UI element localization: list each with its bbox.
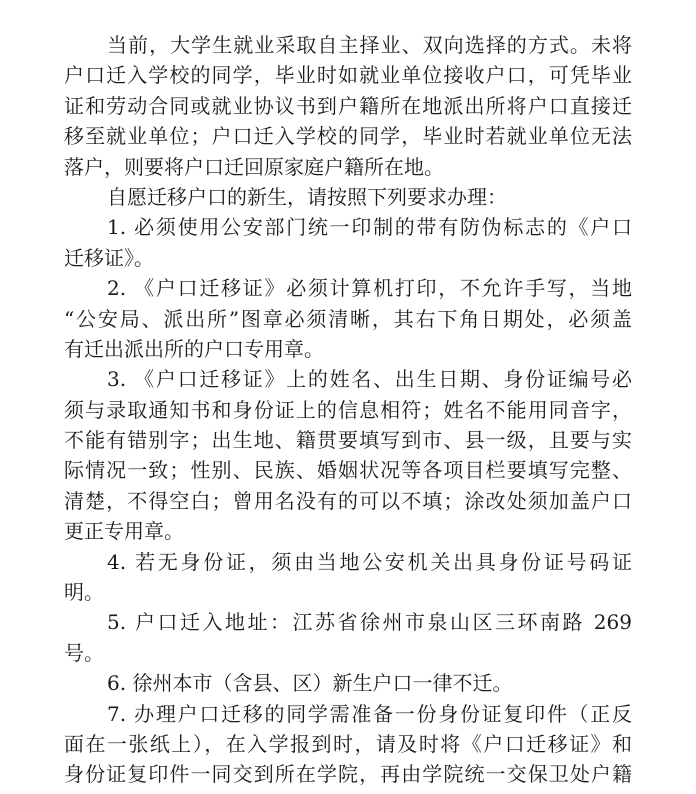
text-line: 移至就业单位；户口迁入学校的同学，毕业时若就业单位无法 [64, 124, 632, 149]
paragraph [64, 182, 632, 212]
text-line: 2. 《户口迁移证》必须计算机打印，不允许手写，当地 [107, 276, 632, 301]
text-line: 面在一张纸上），在入学报到时，请及时将《户口迁移证》和 [64, 731, 632, 756]
text-line: 清楚，不得空白；曾用名没有的可以不填；涂改处须加盖户口 [64, 488, 632, 513]
paragraph [64, 273, 632, 364]
paragraph [64, 212, 632, 273]
text-line: 6. 徐州本市（含县、区）新生户口一律不迁。 [107, 671, 513, 696]
text-line: 落户，则要将户口迁回原家庭户籍所在地。 [64, 154, 444, 179]
paragraph [64, 699, 632, 790]
text-line: 自愿迁移户口的新生，请按照下列要求办理： [107, 184, 507, 209]
text-line: 户口迁入学校的同学，毕业时如就业单位接收户口，可凭毕业 [64, 63, 632, 88]
text-line: 更正专用章。 [64, 519, 184, 544]
text-line: 5. 户口迁入地址：江苏省徐州市泉山区三环南路 269 [107, 610, 632, 635]
text-line: 迁移证》。 [64, 245, 154, 270]
text-line: 号。 [64, 640, 104, 665]
paragraph [64, 30, 632, 182]
text-line: 明。 [64, 580, 104, 605]
document-body [64, 30, 632, 790]
text-line: 1. 必须使用公安部门统一印制的带有防伪标志的《户口 [107, 215, 632, 240]
text-line: 7. 办理户口迁移的同学需准备一份身份证复印件（正反 [107, 701, 632, 726]
paragraph [64, 547, 632, 608]
text-line: 当前，大学生就业采取自主择业、双向选择的方式。未将 [107, 33, 632, 57]
text-line: “公安局、派出所”图章必须清晰，其右下角日期处，必须盖 [64, 306, 632, 331]
paragraph [64, 668, 632, 698]
text-line: 身份证复印件一同交到所在学院，再由学院统一交保卫处户籍 [64, 762, 632, 787]
text-line: 不能有错别字；出生地、籍贯要填写到市、县一级，且要与实 [64, 428, 632, 453]
paragraph [64, 607, 632, 668]
text-line: 际情况一致；性别、民族、婚姻状况等各项目栏要填写完整、 [64, 458, 632, 483]
text-line: 须与录取通知书和身份证上的信息相符；姓名不能用同音字， [64, 397, 632, 422]
text-line: 3. 《户口迁移证》上的姓名、出生日期、身份证编号必 [107, 367, 632, 392]
text-line: 证和劳动合同或就业协议书到户籍所在地派出所将户口直接迁 [64, 93, 632, 118]
text-line: 4. 若无身份证，须由当地公安机关出具身份证号码证 [107, 549, 632, 574]
text-line: 有迁出派出所的户口专用章。 [64, 336, 324, 361]
paragraph [64, 364, 632, 546]
